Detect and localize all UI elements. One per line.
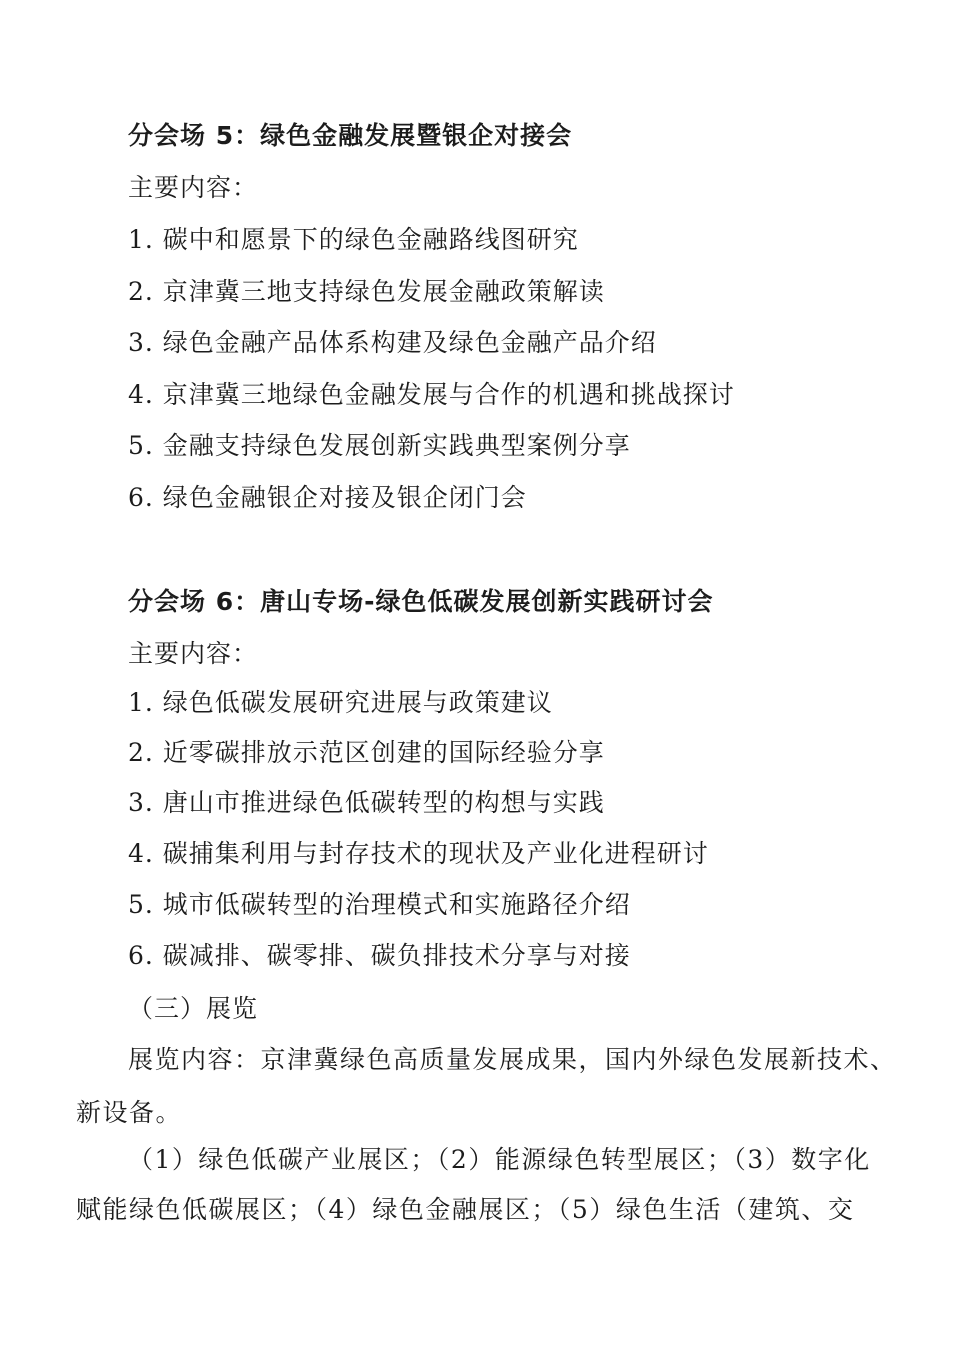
exhibition-heading: （三）展览 [128, 994, 259, 1023]
session5-item: 6. 绿色金融银企对接及银企闭门会 [128, 483, 527, 512]
session6-item: 5. 城市低碳转型的治理模式和实施路径介绍 [128, 890, 631, 919]
session6-item: 6. 碳减排、碳零排、碳负排技术分享与对接 [128, 941, 631, 970]
exhibition-content-line: 新设备。 [76, 1098, 183, 1127]
exhibition-zones-line: （1）绿色低碳产业展区；（2）能源绿色转型展区；（3）数字化 [128, 1145, 871, 1174]
session5-item: 1. 碳中和愿景下的绿色金融路线图研究 [128, 225, 579, 254]
session6-content-label: 主要内容： [128, 639, 259, 668]
session5-item: 4. 京津冀三地绿色金融发展与合作的机遇和挑战探讨 [128, 380, 735, 409]
exhibition-content-line: 展览内容：京津冀绿色高质量发展成果，国内外绿色发展新技术、 [128, 1045, 897, 1074]
session5-item: 5. 金融支持绿色发展创新实践典型案例分享 [128, 431, 631, 460]
session5-title: 分会场 5：绿色金融发展暨银企对接会 [128, 121, 573, 150]
session6-item: 1. 绿色低碳发展研究进展与政策建议 [128, 688, 553, 717]
session5-content-label: 主要内容： [128, 173, 259, 202]
session5-item: 3. 绿色金融产品体系构建及绿色金融产品介绍 [128, 328, 657, 357]
session6-title: 分会场 6：唐山专场-绿色低碳发展创新实践研讨会 [128, 587, 714, 616]
session6-item: 4. 碳捕集利用与封存技术的现状及产业化进程研讨 [128, 839, 709, 868]
session5-item: 2. 京津冀三地支持绿色发展金融政策解读 [128, 277, 605, 306]
exhibition-zones-line: 赋能绿色低碳展区；（4）绿色金融展区；（5）绿色生活（建筑、交 [76, 1195, 855, 1224]
session6-item: 2. 近零碳排放示范区创建的国际经验分享 [128, 738, 605, 767]
session6-item: 3. 唐山市推进绿色低碳转型的构想与实践 [128, 788, 605, 817]
